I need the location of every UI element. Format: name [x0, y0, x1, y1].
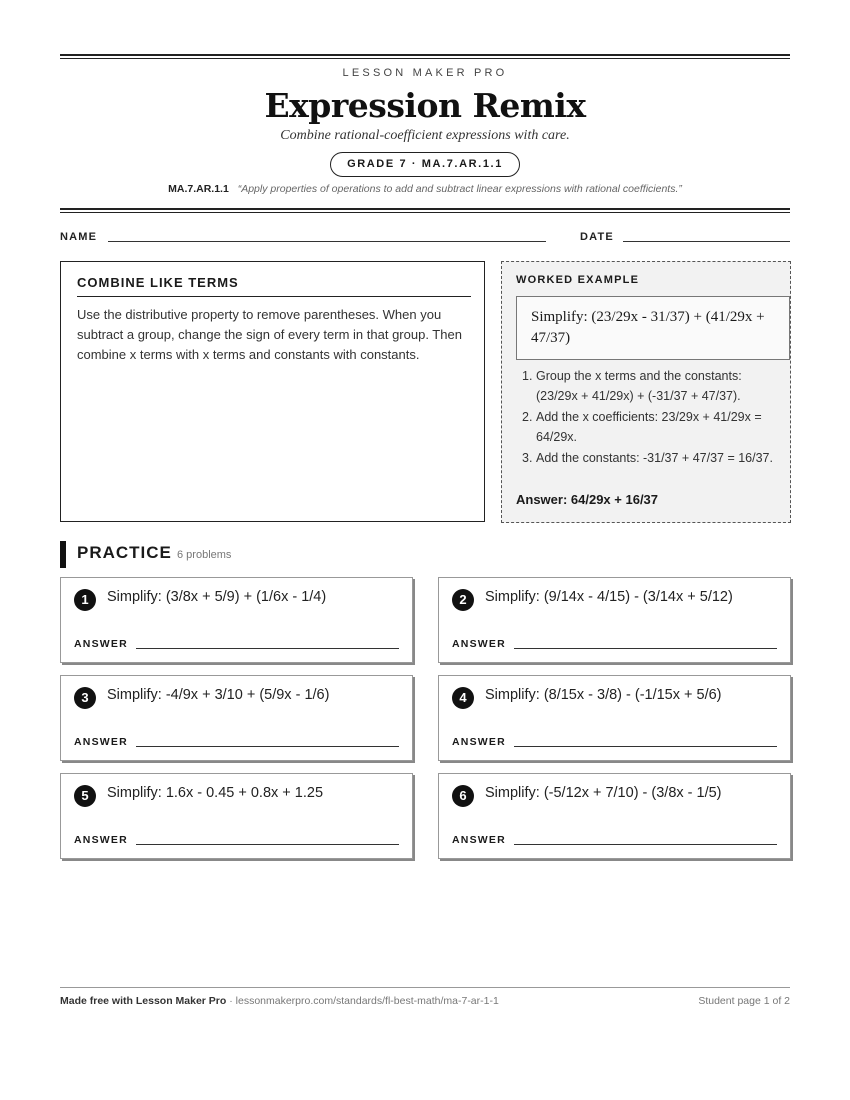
problem-card	[438, 773, 791, 859]
answer-label: ANSWER	[452, 736, 506, 748]
problem-card	[60, 675, 413, 761]
date-field[interactable]	[623, 241, 790, 242]
standard-description	[0, 183, 850, 195]
name-label: NAME	[60, 231, 98, 243]
answer-field[interactable]	[136, 746, 399, 747]
worked-example-panel	[501, 261, 791, 523]
grade-standard-badge: GRADE 7 · MA.7.AR.1.1	[330, 152, 520, 177]
answer-field[interactable]	[136, 648, 399, 649]
worked-example-step: 1. Group the x terms and the constants: (23/29x + 41/29x) + (-31/37 + 47/37).	[522, 369, 742, 403]
header-bottom-rule	[60, 208, 790, 213]
problem-text: Simplify: (8/15x - 3/8) - (-1/15x + 5/6)	[485, 687, 722, 703]
footer-brand: Made free with Lesson Maker Pro	[60, 995, 227, 1007]
practice-heading: PRACTICE	[77, 543, 172, 562]
worksheet-title: Expression Remix	[264, 86, 586, 125]
concept-body: Use the distributive property to remove parentheses. When you subtract a group, change the sign of every term in that group. Then combine x terms with x terms and constants with constants.	[77, 307, 462, 362]
problem-number-badge: 1	[74, 589, 96, 611]
worked-example-problem: Simplify: (23/29x - 31/37) + (41/29x + 47/37)	[516, 296, 790, 360]
worked-example-step: 3. Add the constants: -31/37 + 47/37 = 16/37.	[522, 451, 773, 465]
standard-text: “Apply properties of operations to add and subtract linear expressions with rational coefficients.”	[237, 183, 682, 195]
problem-text: Simplify: (3/8x + 5/9) + (1/6x - 1/4)	[107, 589, 327, 605]
worked-example-heading: WORKED EXAMPLE	[516, 274, 640, 286]
answer-label: ANSWER	[452, 638, 506, 650]
problem-card	[438, 577, 791, 663]
problem-card	[60, 577, 413, 663]
practice-accent-bar	[60, 541, 66, 568]
answer-field[interactable]	[514, 844, 777, 845]
problem-card	[438, 675, 791, 761]
worksheet-subtitle: Combine rational-coefficient expressions with care.	[280, 128, 570, 143]
answer-label: ANSWER	[74, 638, 128, 650]
page-indicator: Student page 1 of 2	[698, 995, 790, 1007]
problem-number-badge: 3	[74, 687, 96, 709]
problem-number-badge: 5	[74, 785, 96, 807]
concept-heading: COMBINE LIKE TERMS	[77, 275, 471, 297]
answer-field[interactable]	[136, 844, 399, 845]
answer-field[interactable]	[514, 648, 777, 649]
problem-number-badge: 2	[452, 589, 474, 611]
problem-text: Simplify: (-5/12x + 7/10) - (3/8x - 1/5)	[485, 785, 722, 801]
header-top-rule	[60, 54, 790, 59]
problem-number-badge: 6	[452, 785, 474, 807]
date-label: DATE	[580, 231, 614, 243]
footer-rule	[60, 987, 790, 988]
answer-label: ANSWER	[74, 834, 128, 846]
footer-url[interactable]: · lessonmakerpro.com/standards/fl-best-math/ma-7-ar-1-1	[226, 995, 499, 1007]
problem-text: Simplify: -4/9x + 3/10 + (5/9x - 1/6)	[107, 687, 330, 703]
name-field[interactable]	[108, 241, 546, 242]
worked-example-step: 2. Add the x coefficients: 23/29x + 41/29x = 64/29x.	[522, 410, 762, 444]
worked-example-answer: Answer: 64/29x + 16/37	[516, 492, 659, 507]
practice-count: 6 problems	[177, 549, 232, 561]
standard-code: MA.7.AR.1.1	[168, 183, 229, 195]
footer-credit	[60, 995, 499, 1007]
concept-panel	[60, 261, 485, 522]
problem-text: Simplify: 1.6x - 0.45 + 0.8x + 1.25	[107, 785, 324, 801]
answer-label: ANSWER	[452, 834, 506, 846]
problem-number-badge: 4	[452, 687, 474, 709]
answer-label: ANSWER	[74, 736, 128, 748]
problem-card	[60, 773, 413, 859]
worked-example-steps	[516, 366, 776, 469]
brand-name: LESSON MAKER PRO	[342, 67, 508, 79]
problem-text: Simplify: (9/14x - 4/15) - (3/14x + 5/12)	[485, 589, 733, 605]
answer-field[interactable]	[514, 746, 777, 747]
